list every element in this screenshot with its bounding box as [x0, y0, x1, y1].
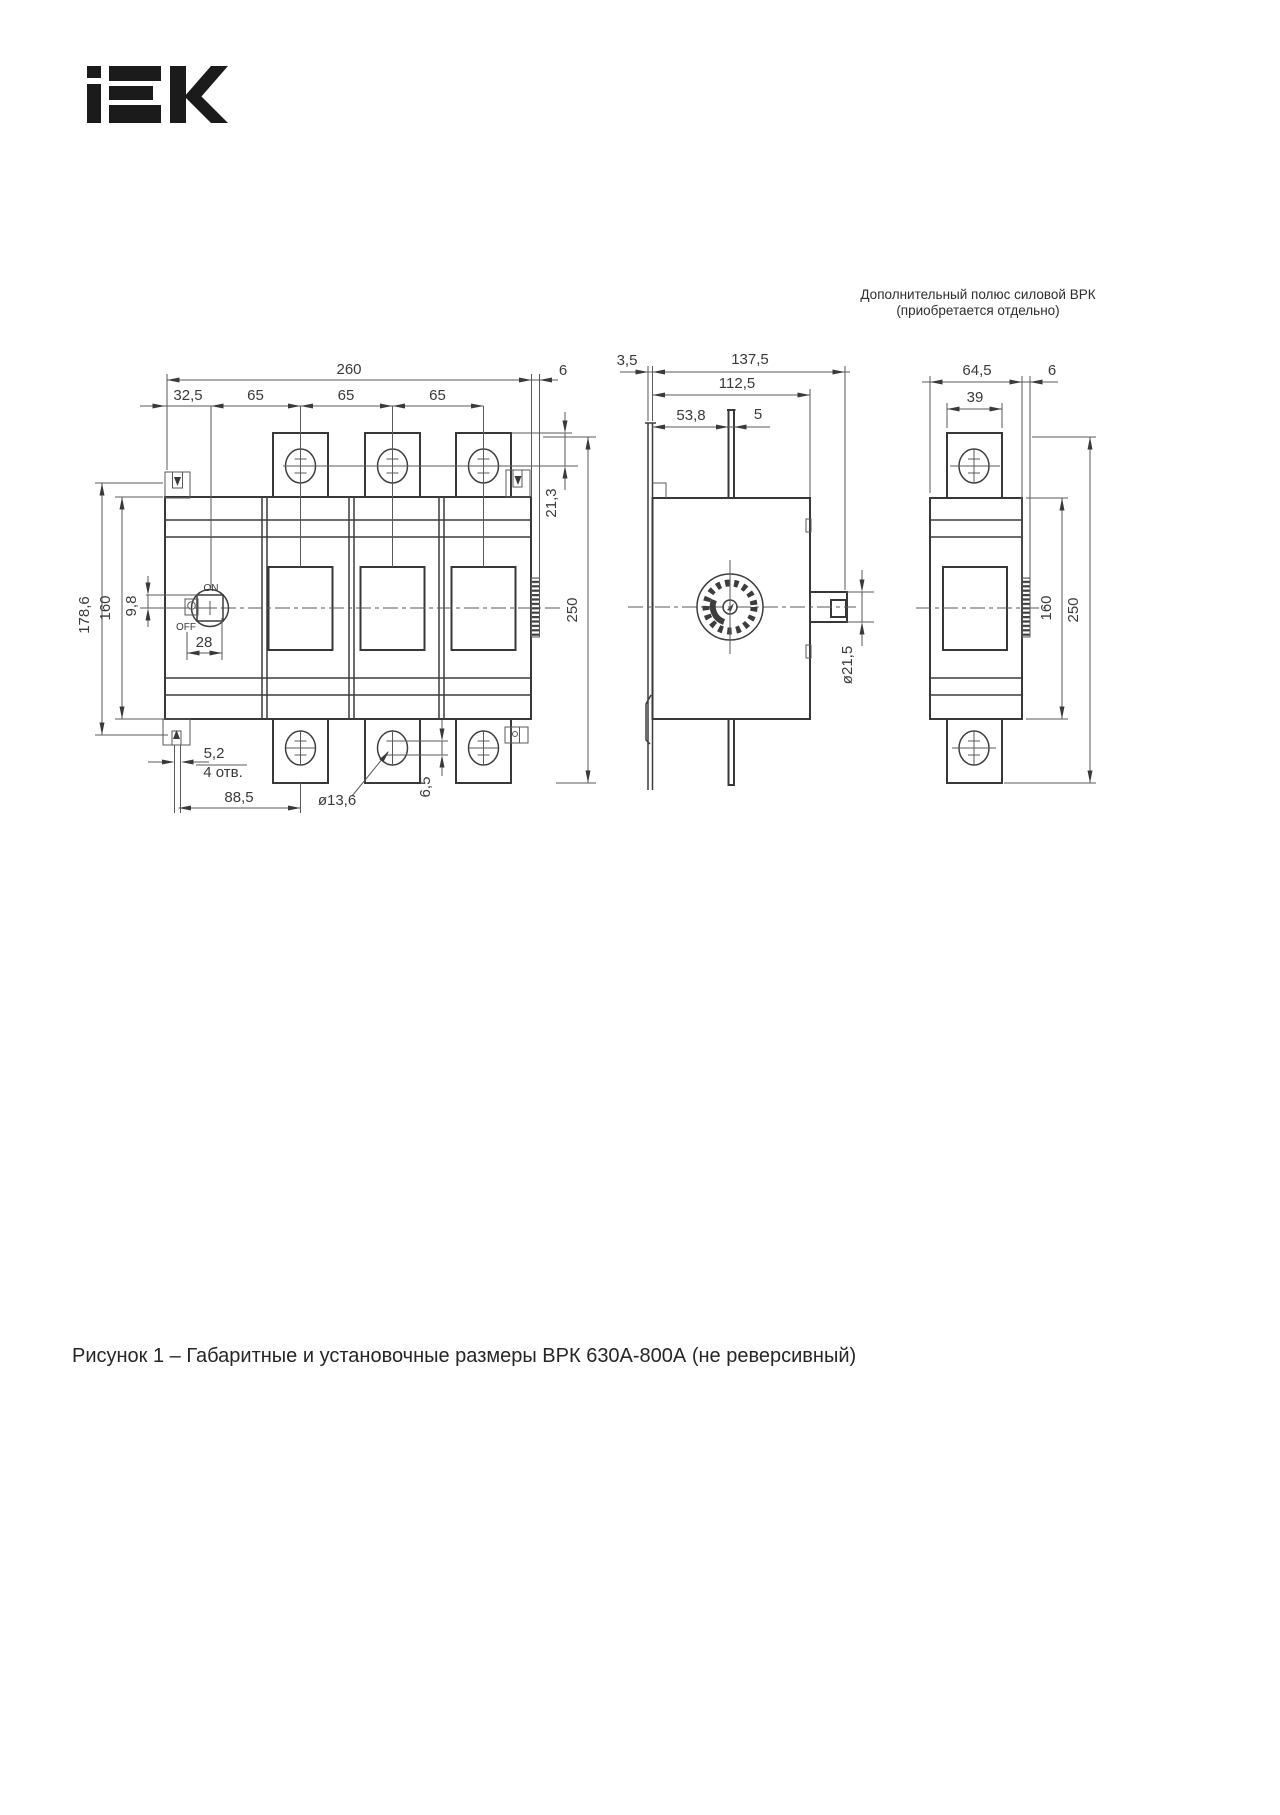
dim-hole-offset: 6,5 — [417, 776, 434, 798]
dim-front-top-offset: 21,3 — [543, 488, 560, 518]
dim-front-pitch-2: 65 — [337, 387, 355, 404]
dim-handle-offset: 9,8 — [123, 595, 140, 617]
handle-off-label: OFF — [176, 622, 196, 633]
dim-front-case-height: 178,6 — [76, 596, 93, 634]
figure-caption: Рисунок 1 – Габаритные и установочные размеры ВРК 630А-800А (не реверсивный) — [72, 1345, 857, 1367]
dim-side-bar: 5 — [753, 406, 763, 423]
dim-front-total-height: 250 — [564, 597, 581, 623]
dim-front-pitch-3: 65 — [429, 387, 446, 404]
dim-pole-tab-width: 39 — [966, 389, 984, 406]
dim-side-shaft-offset: 53,8 — [676, 407, 706, 424]
pole-view — [916, 362, 1096, 783]
dim-front-rail-depth: 6 — [558, 362, 568, 379]
iek-logo — [87, 66, 228, 123]
dim-front-pitch-1: 65 — [247, 387, 264, 404]
dim-slot-width: 5,2 — [203, 745, 225, 762]
dim-pole-rail: 6 — [1047, 362, 1057, 379]
rail-strip-front — [532, 578, 540, 637]
front-view — [76, 361, 596, 813]
dim-pole-total-height: 250 — [1065, 597, 1082, 623]
pole-body — [916, 433, 1046, 783]
side-dims — [617, 351, 874, 684]
dim-pole-body-height: 160 — [1038, 595, 1055, 621]
dim-hole-diameter: ø13,6 — [317, 792, 357, 809]
dim-front-overall-width: 260 — [336, 361, 362, 378]
dim-pole-depth: 64,5 — [962, 362, 992, 379]
additional-pole-note — [860, 287, 1095, 318]
side-body — [628, 410, 856, 790]
dim-side-plate: 3,5 — [616, 352, 638, 369]
note-line2: (приобретается отдельно) — [896, 303, 1060, 318]
dim-side-depth-total: 137,5 — [731, 351, 769, 368]
handle-on-label: ON — [203, 583, 219, 594]
dim-side-depth-body: 112,5 — [718, 375, 756, 392]
side-view — [617, 351, 874, 790]
gear-mechanism — [697, 560, 763, 654]
dim-front-offset: 32,5 — [173, 387, 203, 404]
dim-handle-width: 28 — [195, 634, 213, 651]
front-dims-left — [76, 483, 222, 735]
dim-slot-count: 4 отв. — [203, 764, 243, 781]
dim-shaft-diameter: ø21,5 — [839, 645, 856, 685]
note-line1: Дополнительный полюс силовой ВРК — [860, 287, 1096, 302]
dim-slot-spacing: 88,5 — [224, 789, 254, 806]
dim-front-body-height: 160 — [97, 595, 114, 621]
